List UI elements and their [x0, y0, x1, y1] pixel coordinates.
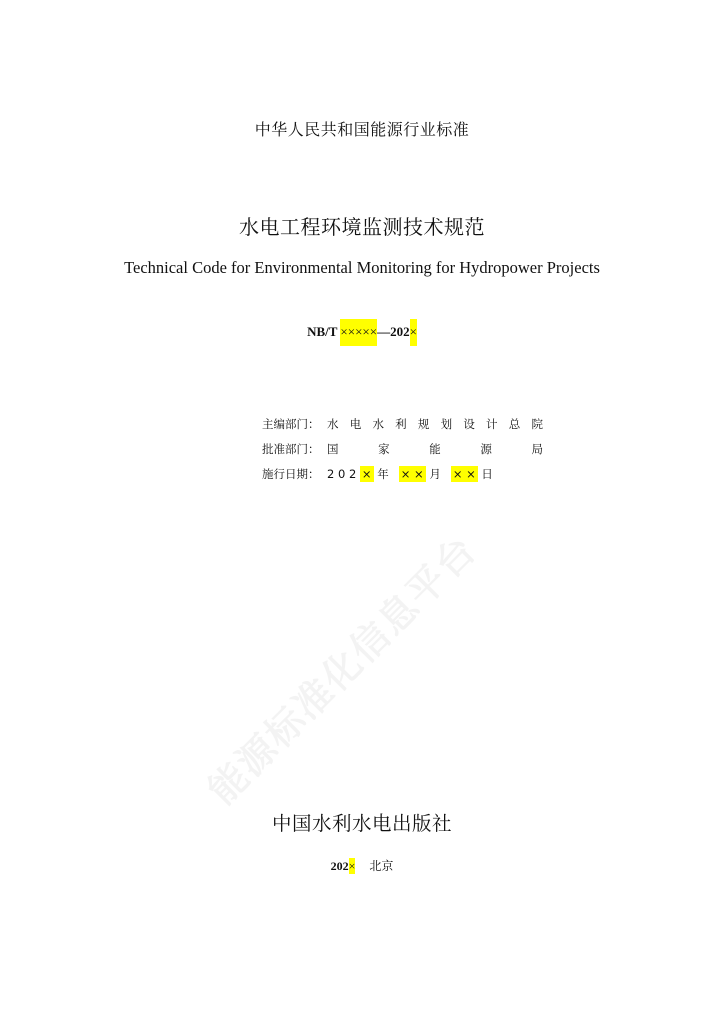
date-year-prefix: 2 0 2 — [327, 467, 357, 481]
effective-date-row — [262, 462, 543, 487]
editor-char: 划 — [440, 417, 453, 431]
standard-code-placeholder: ××××× — [340, 319, 377, 346]
approver-char: 局 — [531, 442, 543, 456]
date-day-unit: 日 — [481, 467, 493, 481]
editor-char: 电 — [349, 417, 362, 431]
date-year-unit: 年 — [377, 467, 389, 481]
date-day — [451, 462, 493, 487]
publication-year-prefix: 202 — [330, 859, 349, 873]
approver-row — [262, 437, 543, 462]
date-month — [399, 462, 441, 487]
editor-char: 规 — [417, 417, 430, 431]
editor-char: 水 — [372, 417, 384, 431]
date-month-placeholder: × × — [400, 467, 424, 481]
approver-char: 国 — [327, 442, 339, 456]
publication-year — [331, 858, 356, 874]
date-month-unit: 月 — [429, 467, 441, 481]
issuing-body: 中华人民共和国能源行业标准 — [254, 120, 470, 139]
editor-char: 总 — [508, 417, 521, 431]
title-chinese: 水电工程环境监测技术规范 — [239, 215, 485, 239]
editor-char: 院 — [531, 417, 543, 431]
editor-label: 主编部门： — [262, 417, 320, 431]
publication-place — [0, 857, 724, 874]
editor-value — [327, 412, 543, 437]
watermark — [193, 521, 486, 814]
editor-row — [262, 412, 543, 437]
standard-year-placeholder: × — [410, 319, 417, 346]
editor-char: 利 — [395, 417, 407, 431]
standard-prefix: NB/T — [307, 324, 341, 339]
date-year-placeholder: × — [361, 467, 372, 481]
publisher: 中国水利水电出版社 — [271, 812, 452, 835]
date-day-placeholder: × × — [452, 467, 476, 481]
approver-label: 批准部门： — [262, 442, 320, 456]
editor-char: 水 — [327, 417, 339, 431]
effective-date-value — [327, 462, 493, 487]
approver-char: 能 — [429, 442, 441, 456]
approver-char: 家 — [378, 442, 390, 456]
approver-char: 源 — [480, 442, 492, 456]
publication-year-placeholder: × — [348, 859, 356, 873]
effective-date-label: 施行日期： — [262, 467, 320, 481]
approver-value — [327, 437, 543, 462]
standard-number — [0, 324, 724, 346]
editor-char: 设 — [463, 417, 475, 431]
publication-city: 北京 — [369, 859, 394, 873]
date-year — [327, 462, 389, 487]
info-block — [262, 412, 543, 487]
standard-separator-year: —202 — [377, 324, 410, 339]
editor-char: 计 — [486, 417, 498, 431]
title-english: Technical Code for Environmental Monitoring for Hydropower Projects — [124, 258, 600, 277]
